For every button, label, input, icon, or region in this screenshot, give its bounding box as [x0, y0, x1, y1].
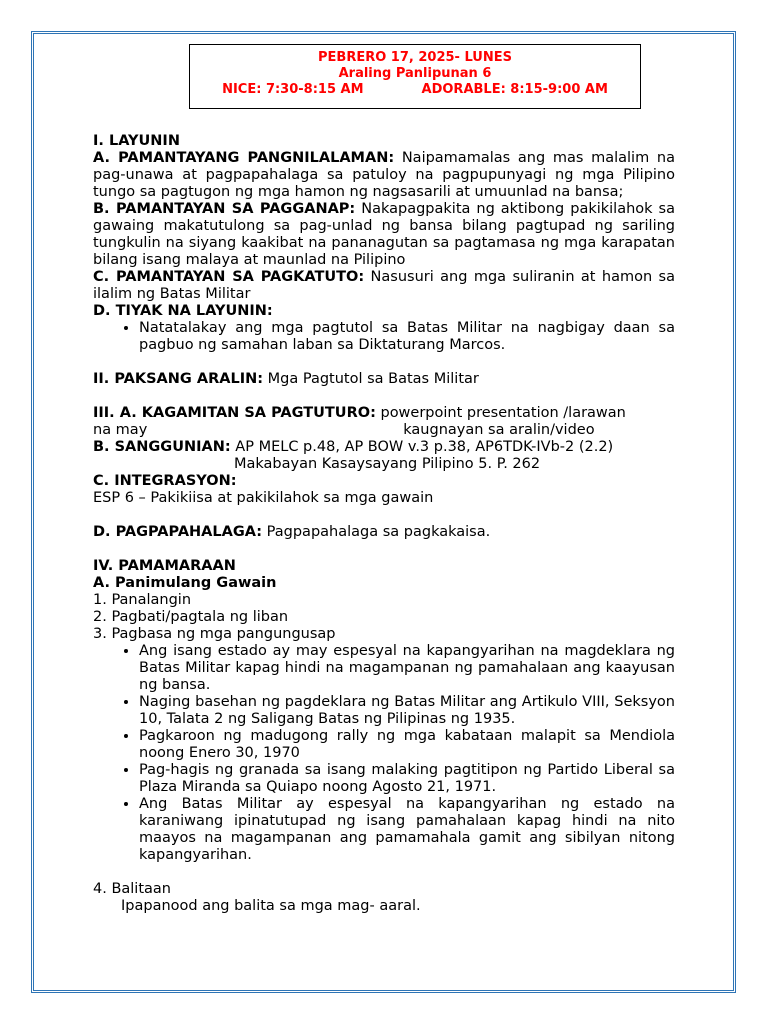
pagpapahalaga-label: D. PAGPAPAHALAGA: [93, 524, 263, 540]
tiyak-na-layunin-label: D. TIYAK NA LAYUNIN: [93, 303, 273, 319]
step-item: 2. Pagbati/pagtala ng liban [93, 609, 289, 625]
panimulang-gawain-heading: A. Panimulang Gawain [93, 575, 277, 591]
list-item: • Pag-hagis ng granada sa isang malaking pagtitipon ng Partido Liberal sa Plaza Miranda sa Quiapo noong Agosto 21, 1971. [139, 762, 675, 796]
balitaan-text: Ipapanood ang balita sa mga mag- aaral. [121, 898, 421, 914]
integrasyon-text: ESP 6 – Pakikiisa at pakikilahok sa mga gawain [93, 490, 434, 506]
list-item: • Naging basehan ng pagdeklara ng Batas Militar ang Artikulo VIII, Seksyon 10, Talata 2 ng Saligang Batas ng Pilipinas ng 1935. [139, 694, 675, 728]
sanggunian-text: AP MELC p.48, AP BOW v.3 p.38, AP6TDK-IVb-2 (2.2) [230, 439, 614, 455]
kagamitan [93, 405, 675, 422]
pamantayang-pangnilalaman-label: A. PAMANTAYANG PANGNILALAMAN: [93, 150, 395, 166]
pamantayan-sa-pagganap [93, 201, 675, 269]
lesson-date: PEBRERO 17, 2025- LUNES [318, 50, 512, 65]
integrasyon-label: C. INTEGRASYON: [93, 473, 237, 489]
schedule-adorable: ADORABLE: 8:15-9:00 AM [421, 82, 608, 97]
schedule-nice: NICE: 7:30-8:15 AM [222, 82, 364, 97]
paksang-aralin-label: II. PAKSANG ARALIN: [93, 371, 264, 387]
kagamitan-label: III. A. KAGAMITAN SA PAGTUTURO: [93, 405, 376, 421]
sanggunian-label: B. SANGGUNIAN: [93, 439, 231, 455]
kagamitan-text: powerpoint presentation /larawan [375, 405, 626, 421]
pagpapahalaga [93, 524, 675, 541]
pamantayang-pangnilalaman [93, 150, 675, 201]
step-item: 1. Panalangin [93, 592, 192, 608]
pamantayan-sa-pagkatuto-text: Nasusuri ang mga suliranin at hamon sa ilalim ng Batas Militar [93, 269, 675, 302]
kagamitan-line2-left: na may [93, 422, 148, 438]
list-item: • Ang isang estado ay may espesyal na kapangyarihan na magdeklara ng Batas Militar kapag hindi na magampanan ng pamahalaan ang kaayusan ng bansa. [139, 643, 675, 694]
list-item: • Pagkaroon ng madugong rally ng mga kabataan malapit sa Mendiola noong Enero 30, 1970 [139, 728, 675, 762]
kagamitan-line2 [93, 422, 675, 439]
sanggunian [93, 439, 675, 456]
lesson-header-box [189, 44, 641, 109]
pamantayang-pangnilalaman-text: Naipamamalas ang mas malalim na pag-unawa at pagpapahalaga sa patuloy na pagpupunyagi ng mga Pilipino tungo sa pagtugon ng mga hamon ng nagsasarili at umuunlad na bansa; [93, 150, 675, 200]
pagpapahalaga-text: Pagpapahalaga sa pagkakaisa. [262, 524, 491, 540]
lesson-subject: Araling Panlipunan 6 [338, 66, 492, 81]
list-item: • Ang Batas Militar ay espesyal na kapangyarihan ng estado na karaniwang ipinatutupad ng isang pamahalaan kapag hindi na nito maayos na magampanan ang pamamahala gamit ang sibilyan nitong kapangyarihan. [139, 796, 675, 864]
lesson-content [93, 133, 675, 915]
layunin-heading: I. LAYUNIN [93, 133, 180, 149]
sanggunian-line2: Makabayan Kasaysayang Pilipino 5. P. 262 [234, 456, 541, 472]
pamantayan-sa-pagkatuto-label: C. PAMANTAYAN SA PAGKATUTO: [93, 269, 365, 285]
pamantayan-sa-pagkatuto [93, 269, 675, 303]
pamantayan-sa-pagganap-label: B. PAMANTAYAN SA PAGGANAP: [93, 201, 356, 217]
pangungusap-list [93, 643, 675, 864]
tiyak-na-layunin-list [93, 320, 675, 354]
list-item: • Natatalakay ang mga pagtutol sa Batas Militar na nagbigay daan sa pagbuo ng samahan laban sa Diktaturang Marcos. [139, 320, 675, 354]
paksang-aralin [93, 371, 675, 388]
step-item: 3. Pagbasa ng mga pangungusap [93, 626, 336, 642]
step-item: 4. Balitaan [93, 881, 171, 897]
pamamaraan-heading: IV. PAMAMARAAN [93, 558, 236, 574]
pamantayan-sa-pagganap-text: Nakapagpakita ng aktibong pakikilahok sa gawaing makatutulong sa pag-unlad ng bansa bilang pagtupad ng sariling tungkulin na siyang kaakibat na pananagutan sa pagtamasa ng mga karapatan bilang isang malaya at maunlad na Pilipino [93, 201, 675, 268]
lesson-schedule [190, 82, 640, 98]
paksang-aralin-text: Mga Pagtutol sa Batas Militar [263, 371, 479, 387]
kagamitan-line2-right: kaugnayan sa aralin/video [403, 422, 595, 438]
